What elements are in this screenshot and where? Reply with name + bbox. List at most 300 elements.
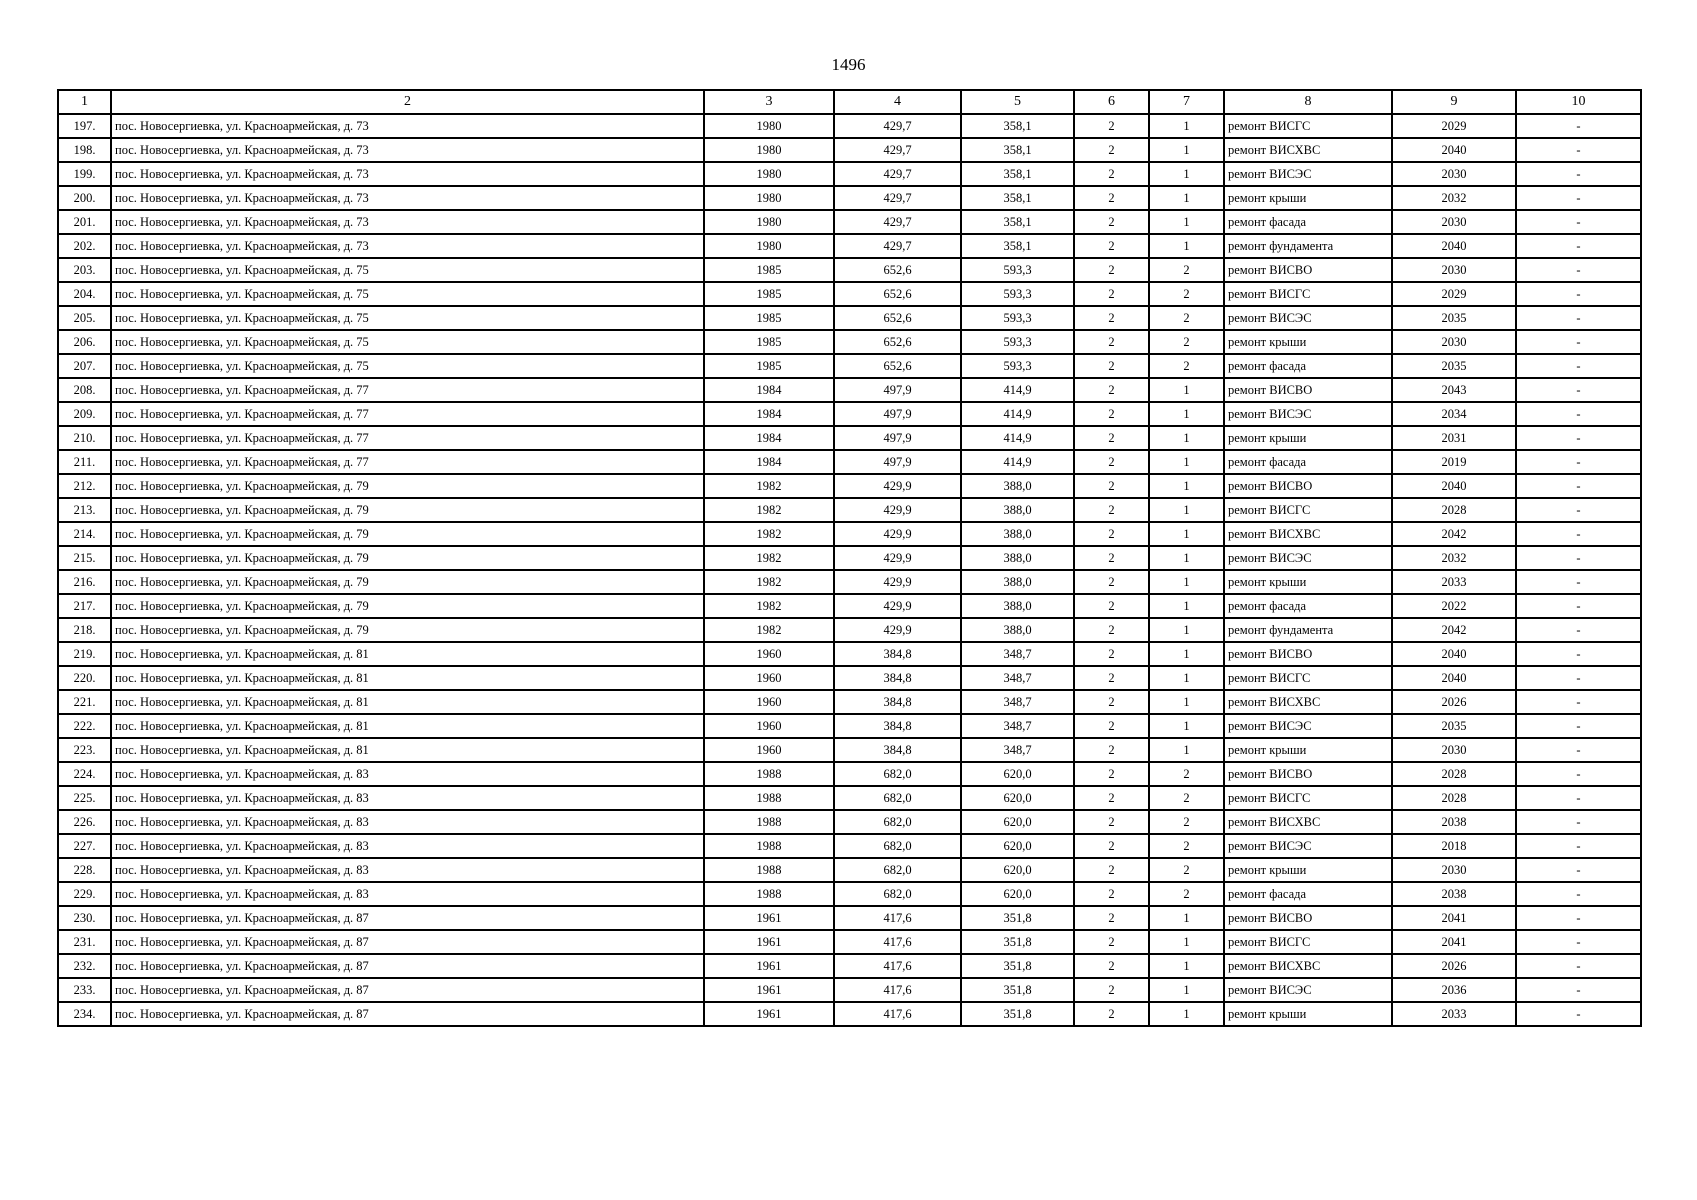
floors-cell: 2 — [1074, 138, 1149, 162]
floors-cell: 2 — [1074, 162, 1149, 186]
entrances-cell: 1 — [1149, 954, 1224, 978]
entrances-cell: 1 — [1149, 234, 1224, 258]
entrances-cell: 1 — [1149, 570, 1224, 594]
planned-year-cell: 2031 — [1392, 426, 1516, 450]
year-cell: 1961 — [704, 978, 834, 1002]
note-cell: - — [1516, 162, 1641, 186]
work-type-cell: ремонт ВИСЭС — [1224, 546, 1392, 570]
floors-cell: 2 — [1074, 546, 1149, 570]
entrances-cell: 1 — [1149, 378, 1224, 402]
work-type-cell: ремонт фасада — [1224, 594, 1392, 618]
year-cell: 1985 — [704, 282, 834, 306]
year-cell: 1982 — [704, 618, 834, 642]
living-area-cell: 348,7 — [961, 666, 1074, 690]
work-type-cell: ремонт ВИСВО — [1224, 642, 1392, 666]
floors-cell: 2 — [1074, 186, 1149, 210]
work-type-cell: ремонт крыши — [1224, 1002, 1392, 1026]
entrances-cell: 1 — [1149, 474, 1224, 498]
entrances-cell: 1 — [1149, 210, 1224, 234]
entrances-cell: 1 — [1149, 666, 1224, 690]
address-cell: пос. Новосергиевка, ул. Красноармейская, д. 77 — [111, 402, 704, 426]
planned-year-cell: 2028 — [1392, 498, 1516, 522]
row-number-cell: 204. — [58, 282, 111, 306]
note-cell: - — [1516, 738, 1641, 762]
table-row — [58, 618, 1641, 642]
note-cell: - — [1516, 186, 1641, 210]
note-cell: - — [1516, 858, 1641, 882]
year-cell: 1980 — [704, 162, 834, 186]
total-area-cell: 384,8 — [834, 690, 961, 714]
planned-year-cell: 2035 — [1392, 714, 1516, 738]
row-number-cell: 201. — [58, 210, 111, 234]
entrances-cell: 2 — [1149, 258, 1224, 282]
row-number-cell: 225. — [58, 786, 111, 810]
address-cell: пос. Новосергиевка, ул. Красноармейская, д. 75 — [111, 306, 704, 330]
column-header-6: 6 — [1074, 90, 1149, 114]
planned-year-cell: 2026 — [1392, 690, 1516, 714]
table-row — [58, 234, 1641, 258]
table-row — [58, 186, 1641, 210]
row-number-cell: 217. — [58, 594, 111, 618]
note-cell: - — [1516, 954, 1641, 978]
row-number-cell: 207. — [58, 354, 111, 378]
total-area-cell: 429,7 — [834, 114, 961, 138]
table-row — [58, 978, 1641, 1002]
total-area-cell: 652,6 — [834, 258, 961, 282]
living-area-cell: 414,9 — [961, 402, 1074, 426]
note-cell: - — [1516, 546, 1641, 570]
total-area-cell: 497,9 — [834, 378, 961, 402]
work-type-cell: ремонт фасада — [1224, 354, 1392, 378]
total-area-cell: 384,8 — [834, 642, 961, 666]
planned-year-cell: 2040 — [1392, 138, 1516, 162]
row-number-cell: 231. — [58, 930, 111, 954]
living-area-cell: 358,1 — [961, 234, 1074, 258]
note-cell: - — [1516, 882, 1641, 906]
note-cell: - — [1516, 570, 1641, 594]
column-header-8: 8 — [1224, 90, 1392, 114]
table-row — [58, 1002, 1641, 1026]
living-area-cell: 620,0 — [961, 882, 1074, 906]
table-row — [58, 138, 1641, 162]
table-row — [58, 354, 1641, 378]
row-number-cell: 226. — [58, 810, 111, 834]
living-area-cell: 414,9 — [961, 450, 1074, 474]
table-row — [58, 306, 1641, 330]
note-cell: - — [1516, 642, 1641, 666]
work-type-cell: ремонт ВИСГС — [1224, 282, 1392, 306]
row-number-cell: 199. — [58, 162, 111, 186]
living-area-cell: 351,8 — [961, 978, 1074, 1002]
table-row — [58, 786, 1641, 810]
address-cell: пос. Новосергиевка, ул. Красноармейская, д. 73 — [111, 138, 704, 162]
work-type-cell: ремонт ВИСВО — [1224, 378, 1392, 402]
table-row — [58, 834, 1641, 858]
living-area-cell: 593,3 — [961, 306, 1074, 330]
floors-cell: 2 — [1074, 354, 1149, 378]
year-cell: 1982 — [704, 546, 834, 570]
address-cell: пос. Новосергиевка, ул. Красноармейская, д. 81 — [111, 642, 704, 666]
planned-year-cell: 2030 — [1392, 858, 1516, 882]
floors-cell: 2 — [1074, 858, 1149, 882]
note-cell: - — [1516, 666, 1641, 690]
year-cell: 1982 — [704, 474, 834, 498]
year-cell: 1982 — [704, 570, 834, 594]
note-cell: - — [1516, 522, 1641, 546]
entrances-cell: 2 — [1149, 786, 1224, 810]
work-type-cell: ремонт ВИСХВС — [1224, 810, 1392, 834]
planned-year-cell: 2038 — [1392, 810, 1516, 834]
row-number-cell: 223. — [58, 738, 111, 762]
row-number-cell: 214. — [58, 522, 111, 546]
living-area-cell: 351,8 — [961, 930, 1074, 954]
total-area-cell: 682,0 — [834, 858, 961, 882]
column-header-2: 2 — [111, 90, 704, 114]
table-row — [58, 498, 1641, 522]
row-number-cell: 230. — [58, 906, 111, 930]
total-area-cell: 429,9 — [834, 594, 961, 618]
floors-cell: 2 — [1074, 954, 1149, 978]
work-type-cell: ремонт ВИСГС — [1224, 666, 1392, 690]
total-area-cell: 429,7 — [834, 138, 961, 162]
planned-year-cell: 2029 — [1392, 114, 1516, 138]
row-number-cell: 229. — [58, 882, 111, 906]
planned-year-cell: 2034 — [1392, 402, 1516, 426]
total-area-cell: 384,8 — [834, 666, 961, 690]
year-cell: 1988 — [704, 882, 834, 906]
floors-cell: 2 — [1074, 714, 1149, 738]
floors-cell: 2 — [1074, 786, 1149, 810]
work-type-cell: ремонт ВИСЭС — [1224, 978, 1392, 1002]
entrances-cell: 1 — [1149, 690, 1224, 714]
year-cell: 1960 — [704, 666, 834, 690]
entrances-cell: 1 — [1149, 546, 1224, 570]
table-row — [58, 810, 1641, 834]
address-cell: пос. Новосергиевка, ул. Красноармейская, д. 87 — [111, 906, 704, 930]
address-cell: пос. Новосергиевка, ул. Красноармейская, д. 87 — [111, 978, 704, 1002]
year-cell: 1961 — [704, 1002, 834, 1026]
entrances-cell: 2 — [1149, 762, 1224, 786]
note-cell: - — [1516, 378, 1641, 402]
row-number-cell: 228. — [58, 858, 111, 882]
table-row — [58, 714, 1641, 738]
floors-cell: 2 — [1074, 762, 1149, 786]
total-area-cell: 429,9 — [834, 618, 961, 642]
table-row — [58, 738, 1641, 762]
row-number-cell: 234. — [58, 1002, 111, 1026]
planned-year-cell: 2038 — [1392, 882, 1516, 906]
table-row — [58, 474, 1641, 498]
table-row — [58, 690, 1641, 714]
living-area-cell: 593,3 — [961, 282, 1074, 306]
row-number-cell: 213. — [58, 498, 111, 522]
note-cell: - — [1516, 306, 1641, 330]
living-area-cell: 414,9 — [961, 426, 1074, 450]
total-area-cell: 429,9 — [834, 474, 961, 498]
row-number-cell: 200. — [58, 186, 111, 210]
total-area-cell: 417,6 — [834, 954, 961, 978]
living-area-cell: 348,7 — [961, 690, 1074, 714]
table-row — [58, 858, 1641, 882]
address-cell: пос. Новосергиевка, ул. Красноармейская, д. 77 — [111, 426, 704, 450]
living-area-cell: 620,0 — [961, 858, 1074, 882]
address-cell: пос. Новосергиевка, ул. Красноармейская, д. 73 — [111, 210, 704, 234]
address-cell: пос. Новосергиевка, ул. Красноармейская, д. 79 — [111, 594, 704, 618]
entrances-cell: 1 — [1149, 906, 1224, 930]
address-cell: пос. Новосергиевка, ул. Красноармейская, д. 87 — [111, 1002, 704, 1026]
table-row — [58, 114, 1641, 138]
page-number: 1496 — [831, 55, 866, 74]
work-type-cell: ремонт ВИСВО — [1224, 906, 1392, 930]
address-cell: пос. Новосергиевка, ул. Красноармейская, д. 77 — [111, 378, 704, 402]
table-row — [58, 642, 1641, 666]
year-cell: 1984 — [704, 402, 834, 426]
floors-cell: 2 — [1074, 1002, 1149, 1026]
work-type-cell: ремонт ВИСЭС — [1224, 714, 1392, 738]
total-area-cell: 417,6 — [834, 978, 961, 1002]
table-row — [58, 402, 1641, 426]
address-cell: пос. Новосергиевка, ул. Красноармейская, д. 83 — [111, 858, 704, 882]
planned-year-cell: 2040 — [1392, 666, 1516, 690]
address-cell: пос. Новосергиевка, ул. Красноармейская, д. 87 — [111, 954, 704, 978]
column-header-3: 3 — [704, 90, 834, 114]
planned-year-cell: 2029 — [1392, 282, 1516, 306]
entrances-cell: 1 — [1149, 522, 1224, 546]
floors-cell: 2 — [1074, 642, 1149, 666]
note-cell: - — [1516, 930, 1641, 954]
planned-year-cell: 2030 — [1392, 162, 1516, 186]
living-area-cell: 388,0 — [961, 522, 1074, 546]
note-cell: - — [1516, 618, 1641, 642]
column-header-10: 10 — [1516, 90, 1641, 114]
floors-cell: 2 — [1074, 306, 1149, 330]
planned-year-cell: 2028 — [1392, 786, 1516, 810]
planned-year-cell: 2040 — [1392, 234, 1516, 258]
address-cell: пос. Новосергиевка, ул. Красноармейская, д. 81 — [111, 666, 704, 690]
living-area-cell: 358,1 — [961, 114, 1074, 138]
floors-cell: 2 — [1074, 114, 1149, 138]
total-area-cell: 497,9 — [834, 402, 961, 426]
living-area-cell: 351,8 — [961, 906, 1074, 930]
table-row — [58, 330, 1641, 354]
total-area-cell: 497,9 — [834, 450, 961, 474]
column-header-1: 1 — [58, 90, 111, 114]
floors-cell: 2 — [1074, 978, 1149, 1002]
note-cell: - — [1516, 354, 1641, 378]
work-type-cell: ремонт крыши — [1224, 186, 1392, 210]
year-cell: 1988 — [704, 834, 834, 858]
row-number-cell: 233. — [58, 978, 111, 1002]
total-area-cell: 417,6 — [834, 1002, 961, 1026]
year-cell: 1984 — [704, 450, 834, 474]
planned-year-cell: 2042 — [1392, 618, 1516, 642]
total-area-cell: 682,0 — [834, 834, 961, 858]
table-row — [58, 426, 1641, 450]
floors-cell: 2 — [1074, 594, 1149, 618]
year-cell: 1985 — [704, 258, 834, 282]
entrances-cell: 2 — [1149, 858, 1224, 882]
floors-cell: 2 — [1074, 618, 1149, 642]
note-cell: - — [1516, 114, 1641, 138]
work-type-cell: ремонт ВИСЭС — [1224, 834, 1392, 858]
living-area-cell: 593,3 — [961, 258, 1074, 282]
table-row — [58, 594, 1641, 618]
entrances-cell: 1 — [1149, 1002, 1224, 1026]
planned-year-cell: 2043 — [1392, 378, 1516, 402]
year-cell: 1982 — [704, 522, 834, 546]
total-area-cell: 652,6 — [834, 354, 961, 378]
row-number-cell: 197. — [58, 114, 111, 138]
floors-cell: 2 — [1074, 234, 1149, 258]
living-area-cell: 388,0 — [961, 474, 1074, 498]
floors-cell: 2 — [1074, 402, 1149, 426]
entrances-cell: 1 — [1149, 450, 1224, 474]
year-cell: 1980 — [704, 234, 834, 258]
note-cell: - — [1516, 138, 1641, 162]
note-cell: - — [1516, 690, 1641, 714]
floors-cell: 2 — [1074, 810, 1149, 834]
table-row — [58, 282, 1641, 306]
living-area-cell: 620,0 — [961, 810, 1074, 834]
note-cell: - — [1516, 402, 1641, 426]
floors-cell: 2 — [1074, 666, 1149, 690]
address-cell: пос. Новосергиевка, ул. Красноармейская, д. 75 — [111, 354, 704, 378]
total-area-cell: 429,7 — [834, 186, 961, 210]
year-cell: 1988 — [704, 786, 834, 810]
address-cell: пос. Новосергиевка, ул. Красноармейская, д. 81 — [111, 738, 704, 762]
planned-year-cell: 2042 — [1392, 522, 1516, 546]
planned-year-cell: 2032 — [1392, 546, 1516, 570]
total-area-cell: 429,7 — [834, 234, 961, 258]
living-area-cell: 593,3 — [961, 330, 1074, 354]
row-number-cell: 227. — [58, 834, 111, 858]
work-type-cell: ремонт ВИСГС — [1224, 114, 1392, 138]
year-cell: 1988 — [704, 810, 834, 834]
planned-year-cell: 2022 — [1392, 594, 1516, 618]
entrances-cell: 1 — [1149, 426, 1224, 450]
note-cell: - — [1516, 786, 1641, 810]
entrances-cell: 2 — [1149, 330, 1224, 354]
year-cell: 1961 — [704, 906, 834, 930]
planned-year-cell: 2033 — [1392, 570, 1516, 594]
note-cell: - — [1516, 810, 1641, 834]
address-cell: пос. Новосергиевка, ул. Красноармейская, д. 83 — [111, 786, 704, 810]
year-cell: 1980 — [704, 138, 834, 162]
row-number-cell: 212. — [58, 474, 111, 498]
total-area-cell: 417,6 — [834, 906, 961, 930]
note-cell: - — [1516, 1002, 1641, 1026]
living-area-cell: 348,7 — [961, 642, 1074, 666]
floors-cell: 2 — [1074, 906, 1149, 930]
address-cell: пос. Новосергиевка, ул. Красноармейская, д. 77 — [111, 450, 704, 474]
year-cell: 1984 — [704, 426, 834, 450]
entrances-cell: 1 — [1149, 978, 1224, 1002]
work-type-cell: ремонт ВИСВО — [1224, 762, 1392, 786]
work-type-cell: ремонт крыши — [1224, 858, 1392, 882]
living-area-cell: 358,1 — [961, 162, 1074, 186]
table-row — [58, 954, 1641, 978]
living-area-cell: 620,0 — [961, 786, 1074, 810]
living-area-cell: 388,0 — [961, 618, 1074, 642]
work-type-cell: ремонт ВИСВО — [1224, 474, 1392, 498]
floors-cell: 2 — [1074, 474, 1149, 498]
total-area-cell: 417,6 — [834, 930, 961, 954]
year-cell: 1961 — [704, 930, 834, 954]
entrances-cell: 1 — [1149, 738, 1224, 762]
year-cell: 1960 — [704, 738, 834, 762]
address-cell: пос. Новосергиевка, ул. Красноармейская, д. 73 — [111, 234, 704, 258]
total-area-cell: 384,8 — [834, 714, 961, 738]
floors-cell: 2 — [1074, 426, 1149, 450]
note-cell: - — [1516, 234, 1641, 258]
entrances-cell: 2 — [1149, 282, 1224, 306]
note-cell: - — [1516, 762, 1641, 786]
note-cell: - — [1516, 450, 1641, 474]
address-cell: пос. Новосергиевка, ул. Красноармейская, д. 75 — [111, 258, 704, 282]
row-number-cell: 211. — [58, 450, 111, 474]
address-cell: пос. Новосергиевка, ул. Красноармейская, д. 83 — [111, 834, 704, 858]
year-cell: 1960 — [704, 690, 834, 714]
row-number-cell: 206. — [58, 330, 111, 354]
year-cell: 1960 — [704, 642, 834, 666]
living-area-cell: 358,1 — [961, 186, 1074, 210]
entrances-cell: 1 — [1149, 498, 1224, 522]
planned-year-cell: 2035 — [1392, 306, 1516, 330]
living-area-cell: 348,7 — [961, 738, 1074, 762]
floors-cell: 2 — [1074, 930, 1149, 954]
living-area-cell: 348,7 — [961, 714, 1074, 738]
table-row — [58, 210, 1641, 234]
work-type-cell: ремонт крыши — [1224, 738, 1392, 762]
table-row — [58, 762, 1641, 786]
entrances-cell: 1 — [1149, 594, 1224, 618]
work-type-cell: ремонт фасада — [1224, 882, 1392, 906]
work-type-cell: ремонт ВИСХВС — [1224, 522, 1392, 546]
entrances-cell: 2 — [1149, 882, 1224, 906]
address-cell: пос. Новосергиевка, ул. Красноармейская, д. 79 — [111, 474, 704, 498]
address-cell: пос. Новосергиевка, ул. Красноармейская, д. 75 — [111, 282, 704, 306]
entrances-cell: 1 — [1149, 138, 1224, 162]
entrances-cell: 1 — [1149, 618, 1224, 642]
total-area-cell: 682,0 — [834, 882, 961, 906]
entrances-cell: 1 — [1149, 162, 1224, 186]
address-cell: пос. Новосергиевка, ул. Красноармейская, д. 73 — [111, 114, 704, 138]
year-cell: 1982 — [704, 498, 834, 522]
note-cell: - — [1516, 282, 1641, 306]
row-number-cell: 209. — [58, 402, 111, 426]
planned-year-cell: 2040 — [1392, 642, 1516, 666]
living-area-cell: 620,0 — [961, 762, 1074, 786]
planned-year-cell: 2030 — [1392, 738, 1516, 762]
row-number-cell: 203. — [58, 258, 111, 282]
work-type-cell: ремонт фундамента — [1224, 618, 1392, 642]
floors-cell: 2 — [1074, 570, 1149, 594]
living-area-cell: 388,0 — [961, 594, 1074, 618]
address-cell: пос. Новосергиевка, ул. Красноармейская, д. 83 — [111, 882, 704, 906]
address-cell: пос. Новосергиевка, ул. Красноармейская, д. 83 — [111, 810, 704, 834]
work-type-cell: ремонт ВИСЭС — [1224, 402, 1392, 426]
row-number-cell: 222. — [58, 714, 111, 738]
address-cell: пос. Новосергиевка, ул. Красноармейская, д. 81 — [111, 714, 704, 738]
note-cell: - — [1516, 978, 1641, 1002]
living-area-cell: 351,8 — [961, 1002, 1074, 1026]
floors-cell: 2 — [1074, 210, 1149, 234]
total-area-cell: 429,7 — [834, 162, 961, 186]
work-type-cell: ремонт ВИСГС — [1224, 786, 1392, 810]
living-area-cell: 358,1 — [961, 138, 1074, 162]
column-header-5: 5 — [961, 90, 1074, 114]
address-cell: пос. Новосергиевка, ул. Красноармейская, д. 79 — [111, 570, 704, 594]
